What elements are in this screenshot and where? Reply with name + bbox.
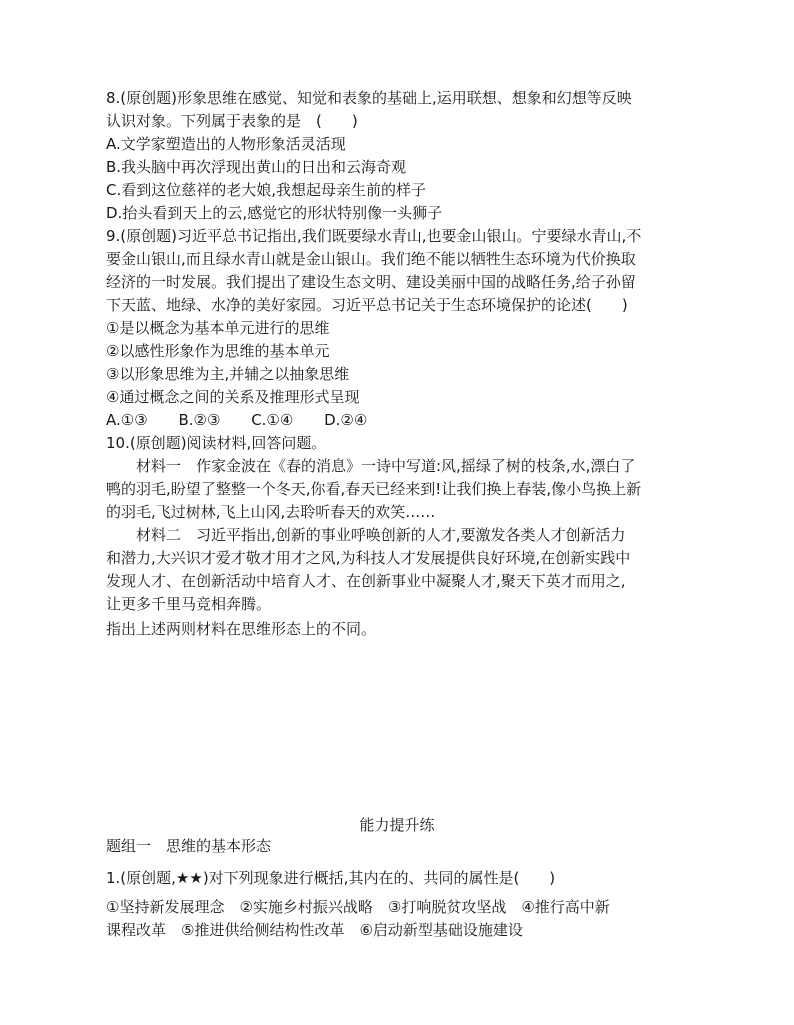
q9-item-4: ④通过概念之间的关系及推理形式呈现	[106, 388, 360, 406]
q10-material2-line2: 和潜力,大兴识才爱才敬才用才之风,为科技人才发展提供良好环境,在创新实践中	[106, 549, 631, 567]
q10-head: 10.(原创题)阅读材料,回答问题。	[106, 434, 327, 452]
q9-choice-c: C.①④	[251, 411, 294, 429]
q9-choice-b: B.②③	[178, 411, 221, 429]
q10-material2-line1: 材料二 习近平指出,创新的事业呼唤创新的人才,要激发各类人才创新活力	[136, 526, 626, 544]
q10-material1-line1: 材料一 作家金波在《春的消息》一诗中写道:风,摇绿了树的枝条,水,漂白了	[136, 457, 636, 475]
q9-stem-line3: 经济的一时发展。我们提出了建设生态文明、建设美丽中国的战略任务,给子孙留	[106, 273, 636, 291]
q10-material2-line3: 发现人才、在创新活动中培育人才、在创新事业中凝聚人才,聚天下英才而用之,	[106, 572, 626, 590]
q8-stem-line1: 8.(原创题)形象思维在感觉、知觉和表象的基础上,运用联想、想象和幻想等反映	[106, 89, 632, 107]
section-group-heading: 题组一 思维的基本形态	[106, 837, 272, 855]
q8-stem-line2: 认识对象。下列属于表象的是 ( )	[106, 112, 358, 130]
q9-choice-d: D.②④	[324, 411, 368, 429]
q10-material1-line3: 的羽毛,飞过树林,飞上山冈,去聆听春天的欢笑……	[106, 503, 436, 521]
q9-stem-line4: 下天蓝、地绿、水净的美好家园。习近平总书记关于生态环境保护的论述( )	[106, 296, 628, 314]
q9-item-2: ②以感性形象作为思维的基本单元	[106, 342, 330, 360]
q1-head: 1.(原创题,★★)对下列现象进行概括,其内在的、共同的属性是( )	[106, 869, 556, 887]
q10-question: 指出上述两则材料在思维形态上的不同。	[106, 620, 377, 638]
q8-option-d: D.抬头看到天上的云,感觉它的形状特别像一头狮子	[106, 204, 443, 222]
q8-option-b: B.我头脑中再次浮现出黄山的日出和云海奇观	[106, 158, 407, 176]
q10-material1-line2: 鸭的羽毛,盼望了整整一个冬天,你看,春天已经来到!让我们换上春装,像小鸟换上新	[106, 480, 642, 498]
q1-items-line2: 课程改革 ⑤推进供给侧结构性改革 ⑥启动新型基础设施建设	[106, 921, 523, 939]
q1-items-line1: ①坚持新发展理念 ②实施乡村振兴战略 ③打响脱贫攻坚战 ④推行高中新	[106, 898, 610, 916]
q8-option-c: C.看到这位慈祥的老大娘,我想起母亲生前的样子	[106, 181, 427, 199]
q9-item-1: ①是以概念为基本单元进行的思维	[106, 319, 330, 337]
q9-choices	[106, 410, 393, 430]
q9-stem-line2: 要金山银山,而且绿水青山就是金山银山。我们绝不能以牺牲生态环境为代价换取	[106, 250, 636, 268]
q8-option-a: A.文学家塑造出的人物形象活灵活现	[106, 135, 346, 153]
section-title: 能力提升练	[359, 816, 435, 834]
q9-choice-a: A.①③	[106, 411, 148, 429]
q9-stem-line1: 9.(原创题)习近平总书记指出,我们既要绿水青山,也要金山银山。宁要绿水青山,不	[106, 227, 642, 245]
q9-item-3: ③以形象思维为主,并辅之以抽象思维	[106, 365, 350, 383]
q10-material2-line4: 让更多千里马竞相奔腾。	[106, 595, 272, 613]
